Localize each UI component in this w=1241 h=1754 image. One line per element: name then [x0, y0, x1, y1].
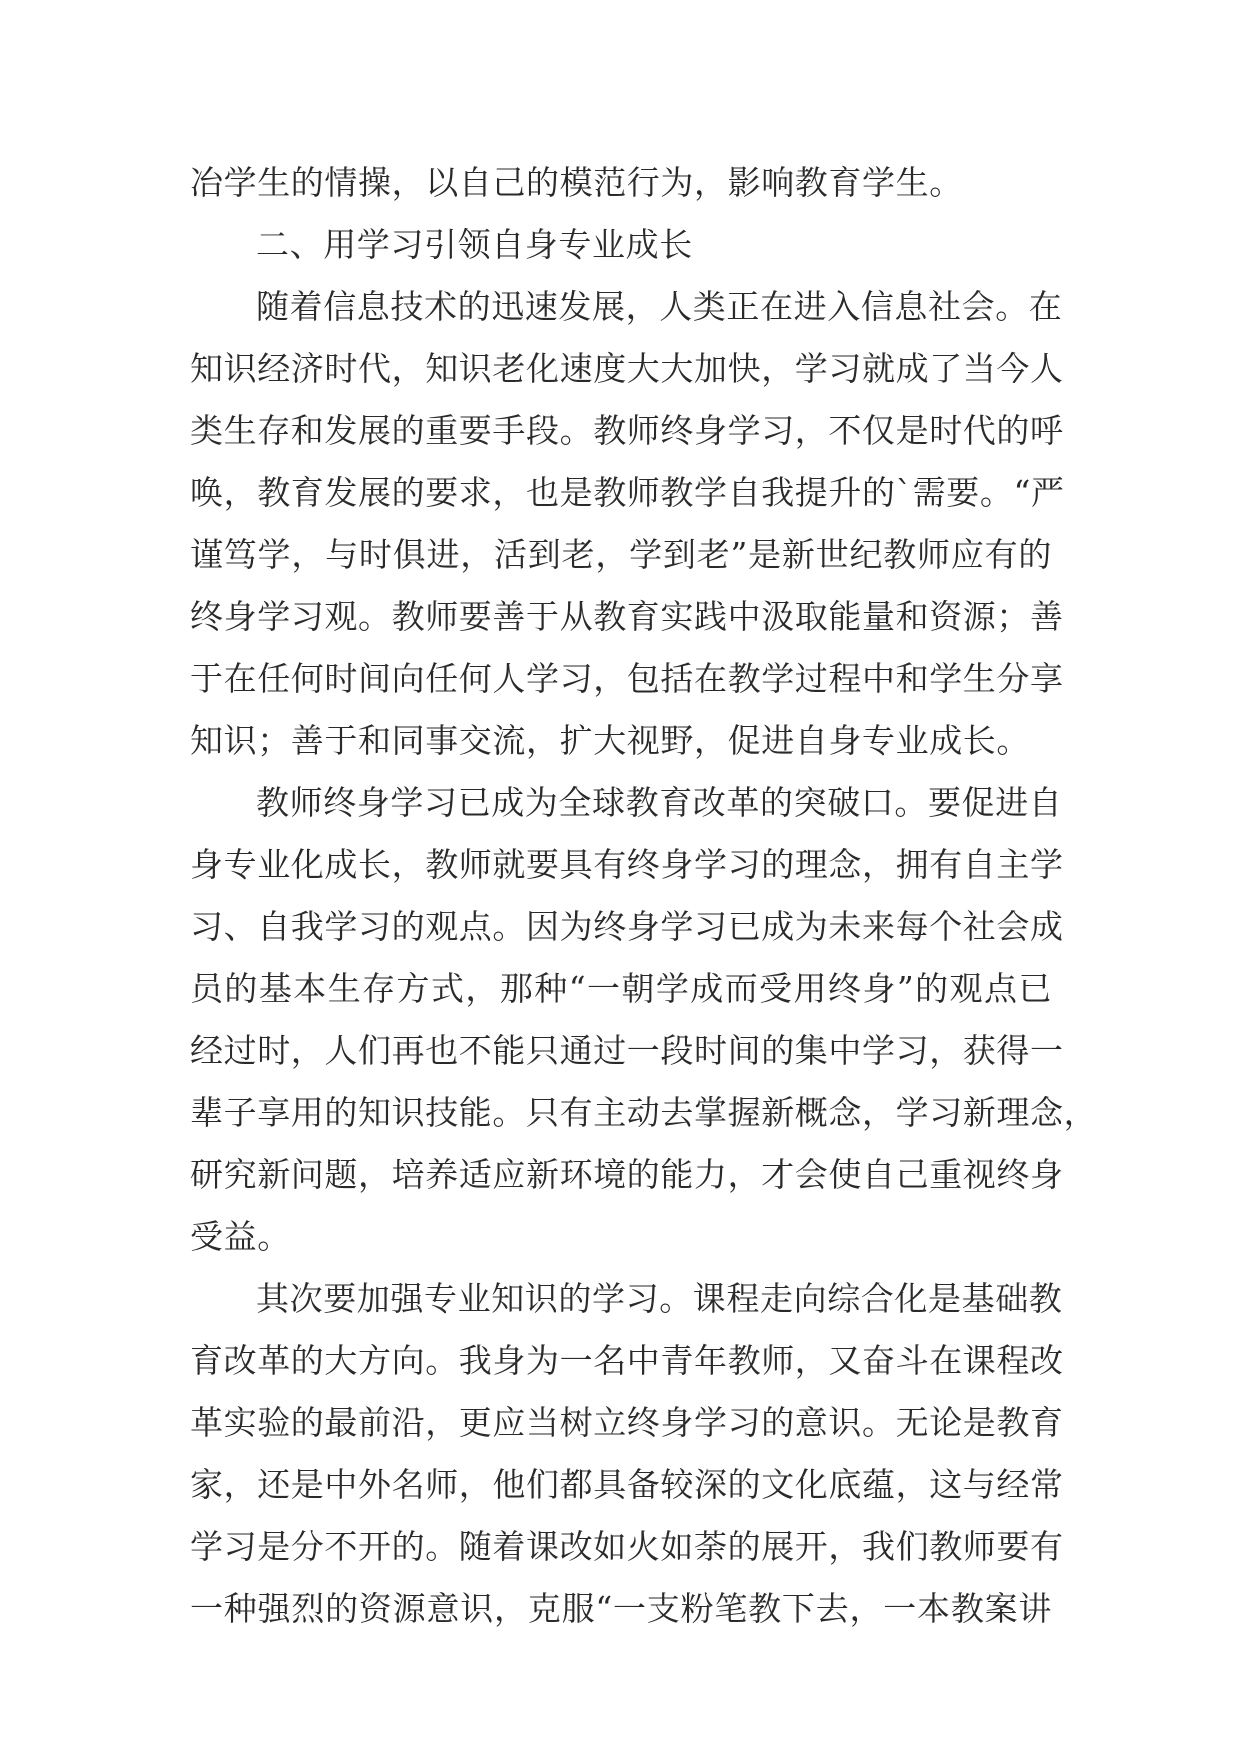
text-line: 终身学习观。教师要善于从教育实践中汲取能量和资源；善 — [190, 597, 1064, 636]
document-body — [190, 152, 1098, 1640]
text-line: 知识经济时代，知识老化速度大大加快，学习就成了当今人 — [190, 349, 1064, 388]
text-line: 习、自我学习的观点。因为终身学习已成为未来每个社会成 — [190, 907, 1064, 946]
text-line: 冶学生的情操，以自己的模范行为，影响教育学生。 — [190, 163, 963, 202]
text-line: 其次要加强专业知识的学习。课程走向综合化是基础教 — [256, 1279, 1063, 1318]
text-line: 唤，教育发展的要求，也是教师教学自我提升的`需要。“严 — [190, 473, 1065, 512]
text-line: 革实验的最前沿，更应当树立终身学习的意识。无论是教育 — [190, 1403, 1064, 1442]
text-line: 学习是分不开的。随着课改如火如荼的展开，我们教师要有 — [190, 1527, 1064, 1566]
text-line: 研究新问题，培养适应新环境的能力，才会使自己重视终身 — [190, 1155, 1064, 1194]
section-heading: 二、用学习引领自身专业成长 — [256, 225, 693, 264]
text-line: 随着信息技术的迅速发展，人类正在进入信息社会。在 — [256, 287, 1063, 326]
text-line: 员的基本生存方式，那种“一朝学成而受用终身”的观点已 — [190, 969, 1052, 1008]
text-line: 于在任何时间向任何人学习，包括在教学过程中和学生分享 — [190, 659, 1064, 698]
text-line: 知识；善于和同事交流，扩大视野，促进自身专业成长。 — [190, 721, 1030, 760]
text-line: 辈子享用的知识技能。只有主动去掌握新概念，学习新理念， — [190, 1093, 1098, 1132]
text-line: 家，还是中外名师，他们都具备较深的文化底蕴，这与经常 — [190, 1465, 1064, 1504]
text-line: 教师终身学习已成为全球教育改革的突破口。要促进自 — [256, 783, 1063, 822]
text-line: 经过时，人们再也不能只通过一段时间的集中学习，获得一 — [190, 1031, 1064, 1070]
text-line: 身专业化成长，教师就要具有终身学习的理念，拥有自主学 — [190, 845, 1064, 884]
text-line: 一种强烈的资源意识，克服“一支粉笔教下去，一本教案讲 — [190, 1589, 1052, 1628]
text-line: 育改革的大方向。我身为一名中青年教师，又奋斗在课程改 — [190, 1341, 1064, 1380]
text-line: 类生存和发展的重要手段。教师终身学习，不仅是时代的呼 — [190, 411, 1064, 450]
text-line: 受益。 — [190, 1217, 291, 1256]
text-line: 谨笃学，与时俱进，活到老，学到老”是新世纪教师应有的 — [190, 535, 1052, 574]
